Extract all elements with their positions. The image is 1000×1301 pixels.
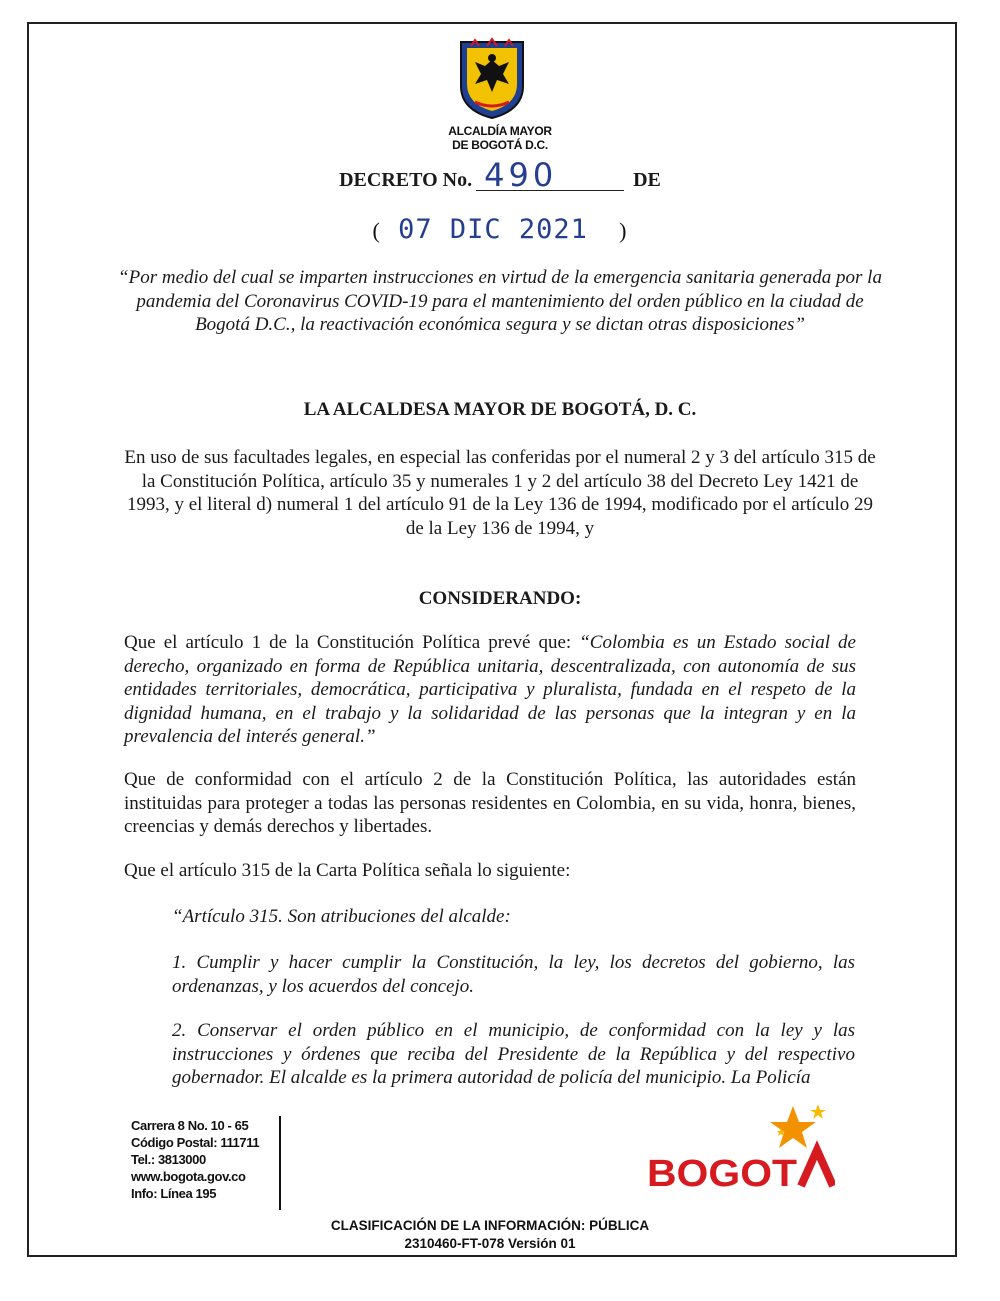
brand-wordmark: BOGOT (647, 1153, 797, 1195)
bogota-brand-logo (645, 1100, 835, 1200)
footer-divider (279, 1116, 281, 1210)
footer-info-line: Info: Línea 195 (131, 1186, 217, 1201)
considerando-paragraph-1 (124, 631, 856, 749)
small-star-icon (810, 1104, 826, 1119)
decree-date-stamp (0, 214, 1000, 245)
entity-line-2: DE BOGOTÁ D.C. (452, 138, 548, 152)
issuing-entity (400, 124, 600, 152)
footer-postal-code: Código Postal: 111711 (131, 1135, 260, 1150)
decree-label: DECRETO No. (339, 169, 473, 191)
decree-title: “Por medio del cual se imparten instrucciones en virtud de la emergencia sanitaria generada por la pandemia del Coronavirus COVID-19 para el mantenimiento del orden público en la ciudad de Bogotá D.C., la reactivación económica segura y se dictan otras disposiciones” (118, 267, 882, 335)
decree-number: 490 (476, 160, 624, 191)
article-quote-item-2: 2. Conservar el orden público en el municipio, de conformidad con la ley y las instrucciones y órdenes que reciba del Presidente de la República y del respectivo gobernador. El alcalde es la primera autoridad de policía del municipio. La Policía (172, 1020, 855, 1088)
date-close-paren: ) (619, 218, 628, 243)
big-star-icon (770, 1106, 816, 1148)
brand-a-mark (801, 1150, 833, 1186)
article-quote-item-1: 1. Cumplir y hacer cumplir la Constitución, la ley, los decretos del gobierno, las ordenanzas, y los acuerdos del concejo. (172, 952, 855, 997)
legal-faculties: En uso de sus facultades legales, en especial las conferidas por el numeral 2 y 3 del artículo 315 de la Constitución Política, artículo 35 y numerales 1 y 2 del artículo 38 del Decreto Ley 1421 de 1993, y el literal d) numeral 1 del artículo 91 de la Ley 136 de 1994, modificado por el artículo 29 de la Ley 136 de 1994, y (124, 447, 876, 539)
date-value: 07 DIC 2021 (398, 214, 588, 245)
form-code: 2310460-FT-078 Versión 01 (404, 1236, 576, 1251)
paragraph-1-quote: “Colombia es un Estado social de derecho, organizado en forma de República unitaria, descentralizada, con autonomía de sus entidades territoriales, democrática, participativa y pluralista, fundada en el respeto de la dignidad humana, en el trabajo y la solidaridad de las personas que la integran y en la prevalencia del interés general.” (124, 632, 856, 747)
date-open-paren: ( (372, 218, 381, 243)
entity-line-1: ALCALDÍA MAYOR (448, 124, 552, 138)
paragraph-1-intro: Que el artículo 1 de la Constitución Política prevé que: (124, 632, 580, 653)
decree-number-line (0, 156, 1000, 194)
footer-address: Carrera 8 No. 10 - 65 (131, 1118, 249, 1133)
footer-classification (290, 1217, 690, 1253)
footer-website: www.bogota.gov.co (131, 1169, 246, 1184)
considerando-paragraph-3: Que el artículo 315 de la Carta Política señala lo siguiente: (124, 860, 571, 881)
article-quote-heading: “Artículo 315. Son atribuciones del alcalde: (172, 906, 511, 927)
authority-heading: LA ALCALDESA MAYOR DE BOGOTÁ, D. C. (303, 399, 697, 420)
footer-contact-block (131, 1117, 279, 1202)
classification-label: CLASIFICACIÓN DE LA INFORMACIÓN: PÚBLICA (330, 1218, 650, 1233)
decree-de-label: DE (633, 169, 661, 191)
considerando-paragraph-2: Que de conformidad con el artículo 2 de la Constitución Política, las autoridades están instituidas para proteger a todas las personas residentes en Colombia, en su vida, honra, bienes, creencias y demás derechos y libertades. (124, 769, 856, 837)
footer-phone: Tel.: 3813000 (131, 1152, 206, 1167)
considerando-heading: CONSIDERANDO: (418, 588, 582, 609)
bogota-coat-of-arms-logo (457, 36, 527, 120)
